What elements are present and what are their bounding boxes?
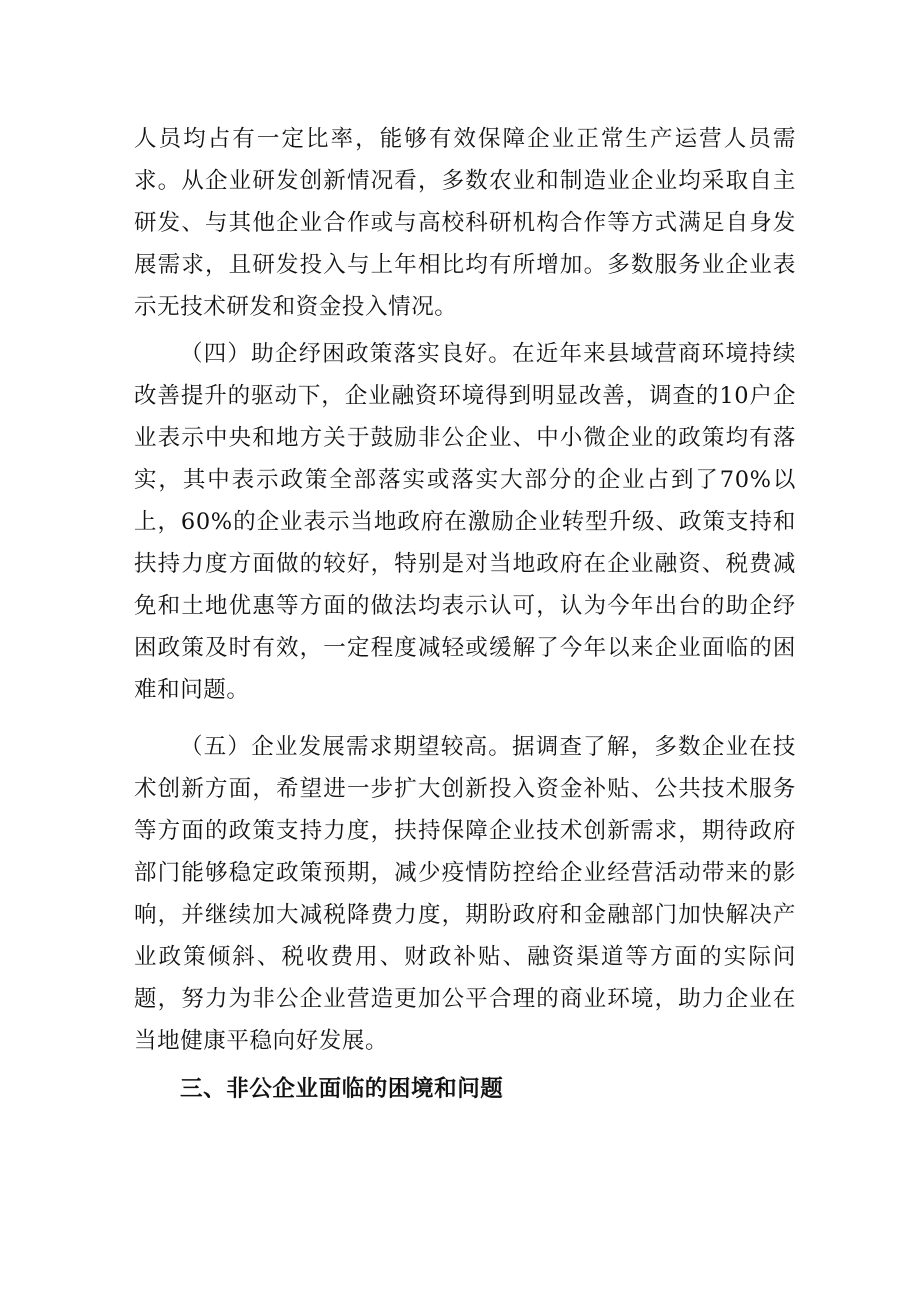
paragraph-policy-implementation: （四）助企纾困政策落实良好。在近年来县域营商环境持续改善提升的驱动下，企业融资环境得到明显改善，调查的10户企业表示中央和地方关于鼓励非公企业、中小微企业的政策均有落实，其中表示政策全部落实或落实大部分的企业占到了70%以上，60%的企业表示当地政府在激励企业转型升级、政策支持和扶持力度方面做的较好，特别是对当地政府在企业融资、税费减免和土地优惠等方面的做法均表示认可，认为今年出台的助企纾困政策及时有效，一定程度减轻或缓解了今年以来企业面临的困难和问题。 <box>134 341 796 703</box>
section-heading: 三、非公企业面临的困境和问题 <box>180 1076 504 1102</box>
paragraph-development-needs: （五）企业发展需求期望较高。据调查了解，多数企业在技术创新方面，希望进一步扩大创新投入资金补贴、公共技术服务等方面的政策支持力度，扶持保障企业技术创新需求，期待政府部门能够稳定政策预期，减少疫情防控给企业经营活动带来的影响，并继续加大减税降费力度，期盼政府和金融部门加快解决产业政策倾斜、税收费用、财政补贴、融资渠道等方面的实际问题，努力为非公企业营造更加公平合理的商业环境，助力企业在当地健康平稳向好发展。 <box>134 734 796 1054</box>
paragraph-staffing-rd: 人员均占有一定比率，能够有效保障企业正常生产运营人员需求。从企业研发创新情况看，多数农业和制造业企业均采取自主研发、与其他企业合作或与高校科研机构合作等方式满足自身发展需求，且研发投入与上年相比均有所增加。多数服务业企业表示无技术研发和资金投入情况。 <box>134 126 796 320</box>
